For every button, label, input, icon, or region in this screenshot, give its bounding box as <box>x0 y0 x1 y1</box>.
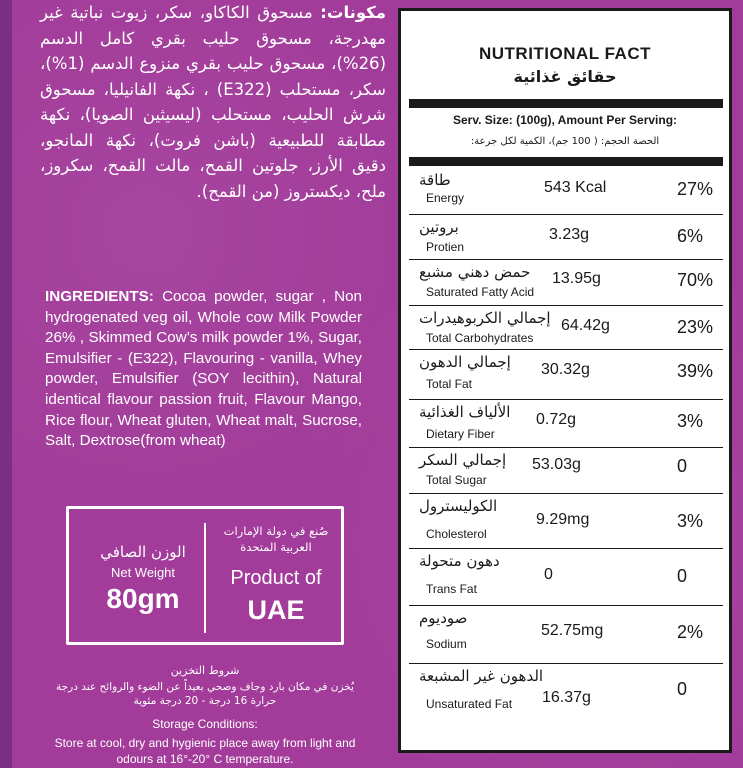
nutrient-name-ar: بروتين <box>419 218 459 236</box>
nutrient-amount: 543 Kcal <box>544 179 607 196</box>
english-ingredients-label: INGREDIENTS: <box>45 288 154 305</box>
nutrient-name-ar: طاقة <box>419 171 451 189</box>
nutrient-amount: 30.32g <box>541 361 590 378</box>
row-divider <box>409 259 723 260</box>
nutrient-row <box>409 309 723 358</box>
box-divider <box>204 523 206 633</box>
nutrient-name-ar: إجمالي الدهون <box>419 353 511 371</box>
nutrient-row <box>409 609 723 658</box>
product-of-country: UAE <box>247 595 305 625</box>
nutrient-name-en: Total Fat <box>426 377 473 391</box>
nutrient-name-en: Total Carbohydrates <box>426 331 534 345</box>
nutrient-amount: 53.03g <box>532 456 581 473</box>
nutrient-name-ar: الألياف الغذائية <box>419 403 511 421</box>
nutrition-facts-panel <box>398 8 732 753</box>
product-of-label: Product of <box>230 567 322 589</box>
english-ingredients-text: Cocoa powder, sugar , Non hydrogenated veg oil, Whole cow Milk Powder 26% , Skimmed Cow’s milk powder 1%, Sugar, Emulsifier - (E322), Flavouring - vanilla, Whey powder, Emulsifier (SOY lecithin), Natural identical flavour passion fruit, Flavour Mango, Rice flour, Wheat gluten, Wheat malt, Sucrose, Salt, Dextrose(from wheat) <box>45 288 362 450</box>
storage-title-en: Storage Conditions: <box>152 717 258 731</box>
nutrient-daily-value: 6% <box>677 226 704 246</box>
nutrient-daily-value: 27% <box>677 179 714 199</box>
nutrition-title-en: NUTRITIONAL FACT <box>478 44 651 63</box>
row-divider <box>409 447 723 448</box>
divider-bar <box>409 157 723 166</box>
row-divider <box>409 548 723 549</box>
nutrient-name-en: Unsaturated Fat <box>426 697 513 711</box>
nutrient-row <box>409 403 723 452</box>
nutrient-amount: 13.95g <box>552 270 601 287</box>
nutrient-row <box>409 353 723 402</box>
nutrient-row <box>409 552 723 601</box>
row-divider <box>409 214 723 215</box>
net-weight-label-ar: الوزن الصافي <box>100 543 186 561</box>
nutrient-name-en: Protien <box>426 240 465 254</box>
made-in-ar: صُنع في دولة الإمارات العربية المتحدة <box>223 524 329 554</box>
row-divider <box>409 663 723 664</box>
nutrient-name-ar: الدهون غير المشبعة <box>419 667 544 685</box>
nutrient-amount: 16.37g <box>542 689 591 706</box>
nutrition-title-ar: حقائق غذائية <box>513 67 617 86</box>
nutrient-name-ar: حمض دهني مشبع <box>419 263 531 281</box>
arabic-ingredients-text: مسحوق الكاكاو، سكر، زيوت نباتية غير مهدرجة، مسحوق حليب بقري كامل الدسم (26%)، مسحوق حليب بقري منزوع الدسم (1%)، سكر، مستحلب (E322) ، نكهة الفانيليا، مسحوق شرش الحليب، مستحلب (ليسيثين الصويا)، نكهة مطابقة للطبيعية (باشن فروت)، نكهة المانجو، دقيق الأرز، جلوتين القمح، مالت القمح، سكروز، ملح، ديكستروز (من القمح). <box>40 3 386 201</box>
row-divider <box>409 605 723 606</box>
nutrient-daily-value: 3% <box>677 511 704 531</box>
nutrient-name-ar: دهون متحولة <box>419 552 500 570</box>
nutrient-row <box>409 497 723 546</box>
nutrient-name-en: Total Sugar <box>426 473 487 487</box>
net-weight-value: 80gm <box>106 583 180 614</box>
arabic-ingredients <box>40 0 386 204</box>
nutrient-amount: 9.29mg <box>536 511 590 528</box>
nutrient-name-en: Saturated Fatty Acid <box>426 285 535 299</box>
storage-text-en: Store at cool, dry and hygienic place away from light and odours at 16°-20° C temperature. <box>54 736 356 766</box>
nutrient-daily-value: 0 <box>677 679 688 699</box>
nutrient-name-en: Dietary Fiber <box>426 427 495 441</box>
nutrient-name-en: Trans Fat <box>426 582 477 596</box>
serving-size-ar: الحصة الحجم: ( 100 جم)، الكمية لكل جرعة: <box>470 136 660 147</box>
storage-title-ar: شروط التخزين <box>170 664 240 677</box>
nutrient-amount: 52.75mg <box>541 622 604 639</box>
nutrient-name-ar: إجمالي الكربوهيدرات <box>419 309 551 327</box>
nutrient-name-ar: صوديوم <box>419 609 468 627</box>
row-divider <box>409 399 723 400</box>
nutrient-daily-value: 70% <box>677 270 714 290</box>
nutrient-name-ar: إجمالي السكر <box>419 451 507 469</box>
nutrient-daily-value: 2% <box>677 622 704 642</box>
left-decorative-strip <box>0 0 12 768</box>
nutrient-daily-value: 0 <box>677 566 688 586</box>
nutrient-amount: 3.23g <box>549 226 590 243</box>
arabic-ingredients-label: مكونات: <box>320 3 386 22</box>
nutrient-name-en: Cholesterol <box>426 527 487 541</box>
serving-size-en: Serv. Size: (100g), Amount Per Serving: <box>452 113 678 127</box>
net-weight-label-en: Net Weight <box>110 565 176 580</box>
nutrient-daily-value: 23% <box>677 317 714 337</box>
nutrient-row <box>409 171 723 220</box>
divider-bar <box>409 99 723 108</box>
nutrient-daily-value: 39% <box>677 361 714 381</box>
nutrient-row <box>409 667 723 716</box>
row-divider <box>409 349 723 350</box>
nutrient-daily-value: 0 <box>677 456 688 476</box>
row-divider <box>409 305 723 306</box>
nutrient-daily-value: 3% <box>677 411 704 431</box>
nutrient-name-ar: الكوليسترول <box>419 497 498 515</box>
english-ingredients <box>45 287 362 452</box>
nutrient-amount: 0 <box>544 566 553 583</box>
nutrient-amount: 64.42g <box>561 317 610 334</box>
nutrient-name-en: Sodium <box>426 637 467 651</box>
row-divider <box>409 493 723 494</box>
nutrient-amount: 0.72g <box>536 411 577 428</box>
net-weight-origin-box <box>66 506 344 645</box>
nutrient-name-en: Energy <box>426 191 465 205</box>
storage-text-ar: يُخزن في مكان بارد وجاف وصحي بعيداً عن الضوء والروائح عند درجة حرارة 16 درجة - 20 درجة مئوية <box>56 681 354 707</box>
